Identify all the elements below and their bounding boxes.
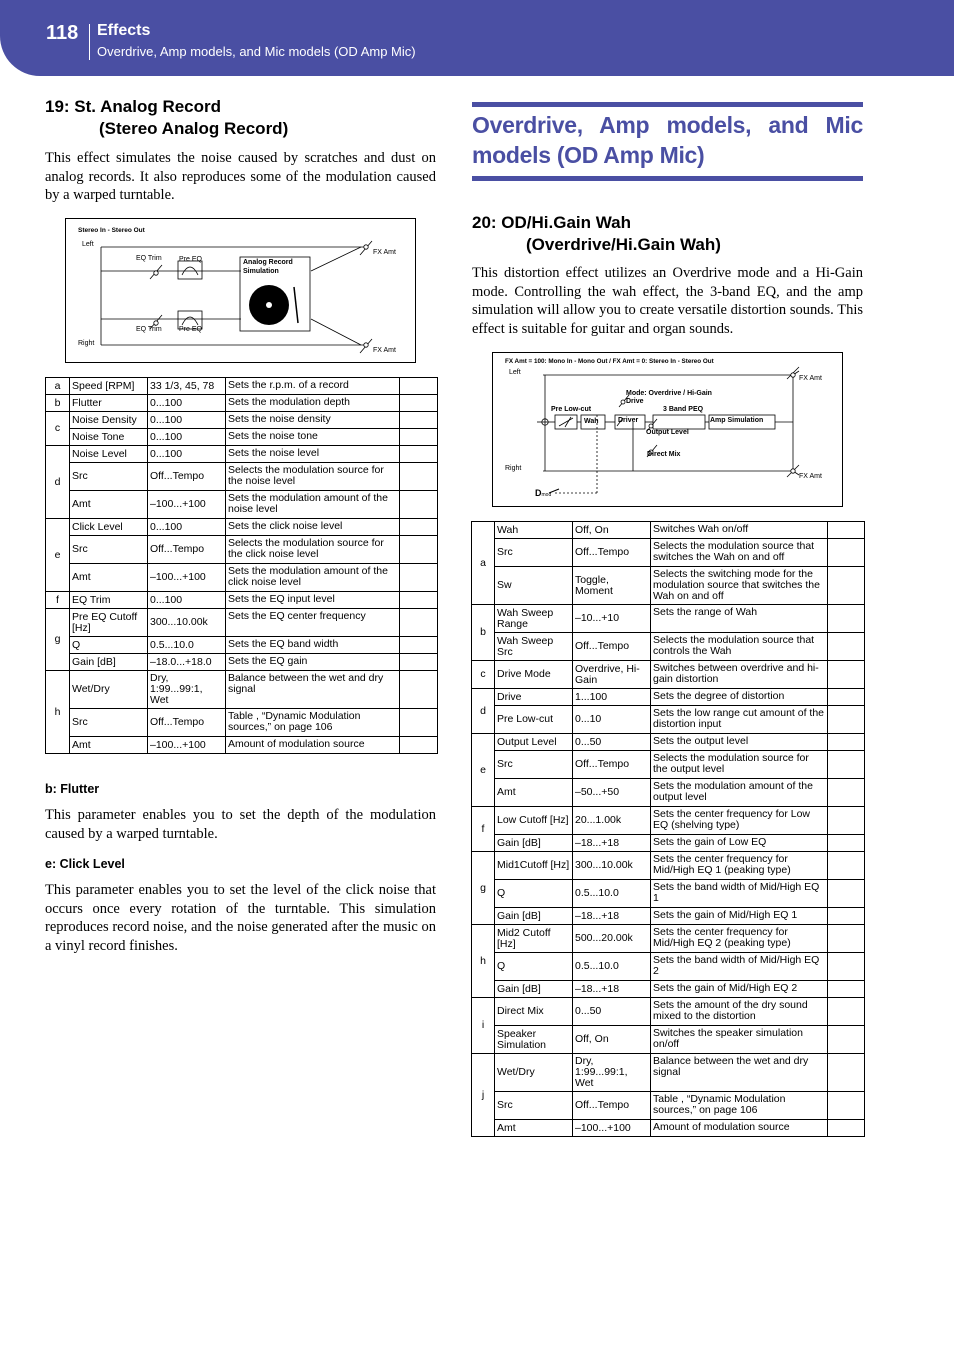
param-description: Sets the EQ band width [226, 637, 400, 654]
param-description: Balance between the wet and dry signal [651, 1054, 828, 1092]
param-name: EQ Trim [70, 592, 148, 609]
mode-label: Mode: Overdrive / Hi-Gain [626, 390, 712, 397]
mod-source-cell [400, 737, 438, 754]
section-19-title-line1: 19: St. Analog Record [45, 97, 222, 116]
header-title: Effects [97, 22, 151, 39]
param-description: Sets the noise density [226, 412, 400, 429]
param-name: Drive Mode [495, 661, 573, 689]
group-letter: g [472, 852, 495, 925]
param-range: Off...Tempo [148, 536, 226, 564]
param-name: Src [495, 1092, 573, 1120]
param-description: Sets the EQ gain [226, 654, 400, 671]
param-description: Sets the click noise level [226, 519, 400, 536]
param-range: Off, On [573, 1026, 651, 1054]
param-name: Mid2 Cutoff [Hz] [495, 925, 573, 953]
param-range: –18.0...+18.0 [148, 654, 226, 671]
table-row [472, 880, 865, 908]
table-row [46, 737, 438, 754]
mod-source-cell [400, 564, 438, 592]
param-range: 0...100 [148, 446, 226, 463]
analog-record-diagram-lines [66, 219, 417, 364]
peq-label: 3 Band PEQ [663, 406, 704, 413]
param-range: Dry, 1:99...99:1, Wet [148, 671, 226, 709]
table-row [472, 605, 865, 633]
table-row [46, 671, 438, 709]
param-description: Sets the noise level [226, 446, 400, 463]
group-letter: a [46, 378, 70, 395]
param-range: 0.5...10.0 [573, 880, 651, 908]
pre-eq-label-top: Pre EQ [179, 256, 202, 263]
eq-trim-label-bottom: EQ Trim [136, 326, 162, 333]
mod-source-cell [400, 491, 438, 519]
fx-amt-label-top: FX Amt [373, 249, 396, 256]
param-range: 0...100 [148, 395, 226, 412]
param-name: Speed [RPM] [70, 378, 148, 395]
analog-record-block-diagram [65, 218, 416, 363]
param-description: Sets the degree of distortion [651, 689, 828, 706]
section-20-title-line2: (Overdrive/Hi.Gain Wah) [526, 235, 721, 254]
mod-source-cell [828, 880, 865, 908]
param-name: Src [70, 709, 148, 737]
section-19-intro: This effect simulates the noise caused by scratches and dust on analog records. It also reproduces some of the modulation caused by a warped turntable. [45, 150, 436, 203]
param-name: Amt [495, 779, 573, 807]
section-20-title [472, 212, 721, 256]
param-range: –100...+100 [148, 564, 226, 592]
table-row [46, 429, 438, 446]
mod-source-cell [400, 536, 438, 564]
param-description: Switches the speaker simulation on/off [651, 1026, 828, 1054]
param-range: –18...+18 [573, 835, 651, 852]
table-row [472, 567, 865, 605]
table-row [46, 519, 438, 536]
param-range: Off...Tempo [148, 709, 226, 737]
param-range: –100...+100 [148, 737, 226, 754]
param-name: Amt [495, 1120, 573, 1137]
table-row [46, 637, 438, 654]
param-description: Sets the noise tone [226, 429, 400, 446]
eq-trim-label-top: EQ Trim [136, 255, 162, 262]
table-row [472, 661, 865, 689]
group-letter: f [46, 592, 70, 609]
param-name: Src [495, 539, 573, 567]
click-level-text: This parameter enables you to set the level of the click noise that occurs once every rotation of the turntable. This simulation reproduces record noise, and the noise generated after the music on a vinyl record finishes. [45, 882, 436, 954]
param-description: Sets the modulation depth [226, 395, 400, 412]
param-range: 0...10 [573, 706, 651, 734]
mod-source-cell [400, 463, 438, 491]
table-row [472, 689, 865, 706]
flutter-text: This parameter enables you to set the depth of the modulation caused by a warped turntable. [45, 807, 436, 842]
table-row [472, 751, 865, 779]
simulation-label-line1: Analog Record [243, 259, 293, 266]
param-range: –100...+100 [573, 1120, 651, 1137]
param-range: Off...Tempo [573, 751, 651, 779]
param-description: Selects the modulation source that controls the Wah [651, 633, 828, 661]
driver-block-label: Driver [618, 417, 639, 424]
table-row [46, 395, 438, 412]
table-row [472, 908, 865, 925]
page-number: 118 [46, 22, 79, 44]
table-row [46, 536, 438, 564]
param-range: Off, On [573, 522, 651, 539]
mod-source-cell [828, 633, 865, 661]
table-row [472, 706, 865, 734]
param-description: Sets the band width of Mid/High EQ 2 [651, 953, 828, 981]
category-title: Overdrive, Amp models, and Mic models (OD Amp Mic) [472, 112, 863, 168]
mod-source-cell [400, 519, 438, 536]
mod-source-cell [828, 539, 865, 567]
mod-source-cell [400, 592, 438, 609]
mod-source-cell [828, 953, 865, 981]
table-row [46, 564, 438, 592]
header-divider [89, 24, 90, 60]
param-range: 0...50 [573, 734, 651, 751]
od-wah-param-rows [472, 522, 865, 1137]
analog-record-param-rows [46, 378, 438, 754]
mod-source-cell [828, 734, 865, 751]
param-description: Selects the modulation source for the click noise level [226, 536, 400, 564]
table-row [46, 491, 438, 519]
group-letter: c [46, 412, 70, 446]
param-range: Off...Tempo [148, 463, 226, 491]
param-name: Mid1Cutoff [Hz] [495, 852, 573, 880]
diagram-io-label: Stereo In - Stereo Out [78, 227, 145, 234]
table-row [472, 1092, 865, 1120]
param-name: Pre Low-cut [495, 706, 573, 734]
dmod-label-main: D [535, 488, 542, 498]
param-name: Speaker Simulation [495, 1026, 573, 1054]
param-name: Src [70, 536, 148, 564]
click-level-heading: e: Click Level [45, 857, 125, 871]
mod-source-cell [400, 446, 438, 463]
title-bar-bottom [472, 176, 863, 181]
param-name: Q [70, 637, 148, 654]
mod-source-cell [828, 835, 865, 852]
section-20-title-line1: 20: OD/Hi.Gain Wah [472, 213, 632, 232]
param-range: 0...100 [148, 592, 226, 609]
group-letter: b [472, 605, 495, 661]
table-row [472, 522, 865, 539]
param-range: Off...Tempo [573, 1092, 651, 1120]
group-letter: c [472, 661, 495, 689]
param-description: Amount of modulation source [226, 737, 400, 754]
param-description: Table , “Dynamic Modulation sources,” on page 106 [226, 709, 400, 737]
table-row [472, 998, 865, 1026]
od-diagram-left-label: Left [509, 369, 521, 376]
param-description: Sets the modulation amount of the output level [651, 779, 828, 807]
param-name: Q [495, 880, 573, 908]
od-fx-amt-label-top: FX Amt [799, 375, 822, 382]
mod-source-cell [828, 1026, 865, 1054]
table-row [472, 981, 865, 998]
group-letter: e [472, 734, 495, 807]
table-row [472, 807, 865, 835]
diagram-right-label: Right [78, 340, 95, 347]
output-level-label: Output Level [646, 429, 689, 436]
param-range: Overdrive, Hi-Gain [573, 661, 651, 689]
table-row [472, 1054, 865, 1092]
param-range: 0.5...10.0 [573, 953, 651, 981]
mod-source-cell [828, 706, 865, 734]
table-row [472, 1026, 865, 1054]
param-range: 1...100 [573, 689, 651, 706]
section-19-title [45, 96, 288, 140]
param-range: –100...+100 [148, 491, 226, 519]
title-bar-top [472, 102, 863, 107]
param-description: Selects the modulation source for the output level [651, 751, 828, 779]
param-name: Wah Sweep Range [495, 605, 573, 633]
param-name: Output Level [495, 734, 573, 751]
table-row [472, 779, 865, 807]
param-range: Dry, 1:99...99:1, Wet [573, 1054, 651, 1092]
param-range: 300...10.00k [573, 852, 651, 880]
param-name: Wet/Dry [495, 1054, 573, 1092]
table-row [46, 378, 438, 395]
mod-source-cell [400, 395, 438, 412]
mod-source-cell [828, 567, 865, 605]
param-description: Sets the range of Wah [651, 605, 828, 633]
param-name: Gain [dB] [495, 981, 573, 998]
fx-amt-label-bottom: FX Amt [373, 347, 396, 354]
param-range: –10...+10 [573, 605, 651, 633]
mod-source-cell [828, 661, 865, 689]
table-row [472, 633, 865, 661]
param-description: Sets the low range cut amount of the distortion input [651, 706, 828, 734]
amp-sim-block-label: Amp Simulation [710, 417, 764, 424]
mod-source-cell [828, 779, 865, 807]
param-range: 0...100 [148, 429, 226, 446]
table-row [472, 734, 865, 751]
param-range: 0...100 [148, 412, 226, 429]
mod-source-cell [400, 412, 438, 429]
param-range: –18...+18 [573, 908, 651, 925]
header-subtitle: Overdrive, Amp models, and Mic models (OD Amp Mic) [97, 44, 416, 59]
param-range: 0.5...10.0 [148, 637, 226, 654]
page-header [0, 0, 954, 76]
param-name: Amt [70, 737, 148, 754]
param-name: Gain [dB] [495, 908, 573, 925]
group-letter: g [46, 609, 70, 671]
od-wah-param-table [471, 521, 865, 1137]
param-name: Low Cutoff [Hz] [495, 807, 573, 835]
param-description: Sets the gain of Mid/High EQ 2 [651, 981, 828, 998]
mod-source-cell [828, 908, 865, 925]
param-description: Sets the center frequency for Mid/High EQ 1 (peaking type) [651, 852, 828, 880]
mod-source-cell [400, 709, 438, 737]
param-description: Switches Wah on/off [651, 522, 828, 539]
analog-record-param-table [45, 377, 438, 754]
section-19-title-line2: (Stereo Analog Record) [99, 119, 289, 138]
param-range: 33 1/3, 45, 78 [148, 378, 226, 395]
mod-source-cell [828, 852, 865, 880]
param-name: Wah Sweep Src [495, 633, 573, 661]
dmod-label [535, 488, 551, 498]
param-range: 500...20.00k [573, 925, 651, 953]
param-description: Sets the output level [651, 734, 828, 751]
table-row [46, 609, 438, 637]
od-diagram-io-label: FX Amt = 100: Mono In - Mono Out / FX Amt = 0: Stereo In - Stereo Out [505, 358, 714, 365]
param-name: Q [495, 953, 573, 981]
table-row [472, 852, 865, 880]
param-range: 20...1.00k [573, 807, 651, 835]
mod-source-cell [828, 807, 865, 835]
param-description: Sets the center frequency for Mid/High EQ 2 (peaking type) [651, 925, 828, 953]
param-description: Sets the r.p.m. of a record [226, 378, 400, 395]
mod-source-cell [400, 609, 438, 637]
mod-source-cell [828, 689, 865, 706]
od-fx-amt-label-bottom: FX Amt [799, 473, 822, 480]
param-name: Wet/Dry [70, 671, 148, 709]
param-name: Amt [70, 491, 148, 519]
param-name: Src [70, 463, 148, 491]
param-name: Click Level [70, 519, 148, 536]
flutter-heading: b: Flutter [45, 782, 100, 796]
param-description: Sets the EQ center frequency [226, 609, 400, 637]
pre-lowcut-label: Pre Low-cut [551, 406, 592, 413]
param-description: Sets the gain of Mid/High EQ 1 [651, 908, 828, 925]
diagram-left-label: Left [82, 241, 94, 248]
param-description: Sets the amount of the dry sound mixed to the distortion [651, 998, 828, 1026]
mod-source-cell [828, 998, 865, 1026]
param-description: Sets the center frequency for Low EQ (shelving type) [651, 807, 828, 835]
table-row [46, 463, 438, 491]
od-diagram-right-label: Right [505, 465, 522, 472]
param-description: Table , “Dynamic Modulation sources,” on page 106 [651, 1092, 828, 1120]
table-row [46, 654, 438, 671]
dmod-label-sub: mod [541, 492, 552, 498]
table-row [472, 835, 865, 852]
param-range: Toggle, Moment [573, 567, 651, 605]
param-description: Amount of modulation source [651, 1120, 828, 1137]
param-description: Sets the band width of Mid/High EQ 1 [651, 880, 828, 908]
param-name: Pre EQ Cutoff [Hz] [70, 609, 148, 637]
group-letter: j [472, 1054, 495, 1137]
group-letter: b [46, 395, 70, 412]
table-row [472, 953, 865, 981]
param-description: Sets the modulation amount of the noise level [226, 491, 400, 519]
param-range: –50...+50 [573, 779, 651, 807]
param-range: 0...50 [573, 998, 651, 1026]
drive-label: Drive [626, 398, 644, 405]
group-letter: h [46, 671, 70, 754]
table-row [46, 709, 438, 737]
mod-source-cell [400, 378, 438, 395]
section-20-intro: This distortion effect utilizes an Overdrive mode and a Hi-Gain mode. Controlling the wah effect, the 3-band EQ, and the amp simulation will allow you to create versatile distortion sounds. This effect is suitable for guitar and organ sounds. [472, 265, 863, 337]
param-name: Noise Density [70, 412, 148, 429]
param-name: Src [495, 751, 573, 779]
wah-block-label: Wah [584, 418, 599, 425]
group-letter: i [472, 998, 495, 1054]
table-row [46, 412, 438, 429]
param-name: Gain [dB] [495, 835, 573, 852]
param-name: Wah [495, 522, 573, 539]
mod-source-cell [828, 751, 865, 779]
mod-source-cell [400, 429, 438, 446]
param-description: Sets the EQ input level [226, 592, 400, 609]
table-row [472, 1120, 865, 1137]
mod-source-cell [828, 925, 865, 953]
table-row [472, 925, 865, 953]
mod-source-cell [828, 605, 865, 633]
mod-source-cell [400, 671, 438, 709]
pre-eq-label-bottom: Pre EQ [179, 326, 202, 333]
param-description: Sets the modulation amount of the click noise level [226, 564, 400, 592]
param-name: Amt [70, 564, 148, 592]
param-description: Selects the switching mode for the modulation source that switches the Wah on and off [651, 567, 828, 605]
group-letter: d [472, 689, 495, 734]
param-name: Noise Level [70, 446, 148, 463]
param-range: –18...+18 [573, 981, 651, 998]
param-description: Balance between the wet and dry signal [226, 671, 400, 709]
param-description: Selects the modulation source for the noise level [226, 463, 400, 491]
mod-source-cell [828, 1092, 865, 1120]
param-name: Noise Tone [70, 429, 148, 446]
param-range: 0...100 [148, 519, 226, 536]
group-letter: e [46, 519, 70, 592]
param-range: Off...Tempo [573, 539, 651, 567]
param-name: Direct Mix [495, 998, 573, 1026]
param-description: Selects the modulation source that switches the Wah on and off [651, 539, 828, 567]
param-name: Sw [495, 567, 573, 605]
mod-source-cell [828, 981, 865, 998]
mod-source-cell [828, 1054, 865, 1092]
direct-mix-label: Direct Mix [647, 451, 681, 458]
group-letter: h [472, 925, 495, 998]
group-letter: d [46, 446, 70, 519]
table-row [46, 592, 438, 609]
table-row [472, 539, 865, 567]
mod-source-cell [400, 637, 438, 654]
simulation-label-line2: Simulation [243, 268, 279, 275]
od-wah-block-diagram [492, 352, 843, 507]
param-name: Gain [dB] [70, 654, 148, 671]
param-description: Sets the gain of Low EQ [651, 835, 828, 852]
group-letter: f [472, 807, 495, 852]
mod-source-cell [828, 1120, 865, 1137]
param-range: Off...Tempo [573, 633, 651, 661]
param-name: Drive [495, 689, 573, 706]
table-row [46, 446, 438, 463]
mod-source-cell [828, 522, 865, 539]
param-range: 300...10.00k [148, 609, 226, 637]
param-description: Switches between overdrive and hi-gain distortion [651, 661, 828, 689]
param-name: Flutter [70, 395, 148, 412]
mod-source-cell [400, 654, 438, 671]
group-letter: a [472, 522, 495, 605]
